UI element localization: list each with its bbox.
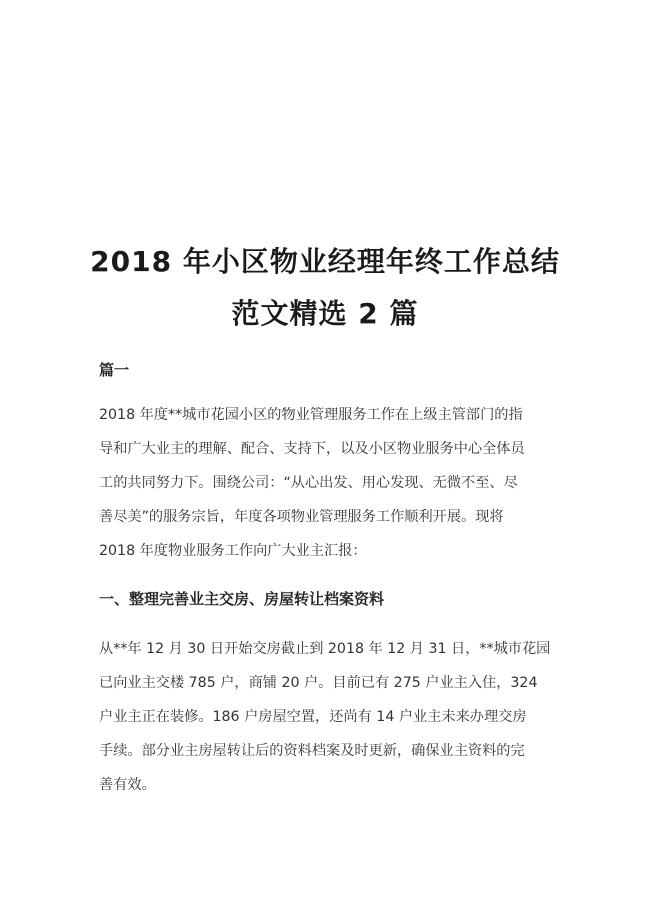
paragraph-line: 导和广大业主的理解、配合、支持下，以及小区物业服务中心全体员	[99, 441, 525, 457]
paragraph-line: 善有效。	[99, 777, 156, 793]
document-title-line-2: 范文精选 2 篇	[231, 297, 419, 330]
paragraph-intro	[99, 398, 559, 568]
paragraph-line: 2018 年度物业服务工作向广大业主汇报：	[99, 543, 367, 559]
section-heading-1: 一、整理完善业主交房、房屋转让档案资料	[99, 590, 385, 608]
paragraph-line: 已向业主交楼 785 户，商铺 20 户。目前已有 275 户业主入住，324	[99, 675, 538, 691]
section-label: 篇一	[99, 361, 130, 379]
paragraph-line: 户业主正在装修。186 户房屋空置，还尚有 14 户业主未来办理交房	[99, 709, 527, 725]
paragraph-line: 工的共同努力下。围绕公司：“从心出发、用心发现、无微不至、尽	[99, 475, 518, 491]
paragraph-archives	[99, 632, 559, 802]
paragraph-line: 善尽美”的服务宗旨，年度各项物业管理服务工作顺利开展。现将	[99, 509, 504, 525]
paragraph-line: 2018 年度**城市花园小区的物业管理服务工作在上级主管部门的指	[99, 407, 523, 423]
document-title-line-1: 2018 年小区物业经理年终工作总结	[90, 245, 560, 278]
paragraph-line: 从**年 12 月 30 日开始交房截止到 2018 年 12 月 31 日，**城市花园	[99, 641, 551, 657]
paragraph-line: 手续。部分业主房屋转让后的资料档案及时更新，确保业主资料的完	[99, 743, 525, 759]
